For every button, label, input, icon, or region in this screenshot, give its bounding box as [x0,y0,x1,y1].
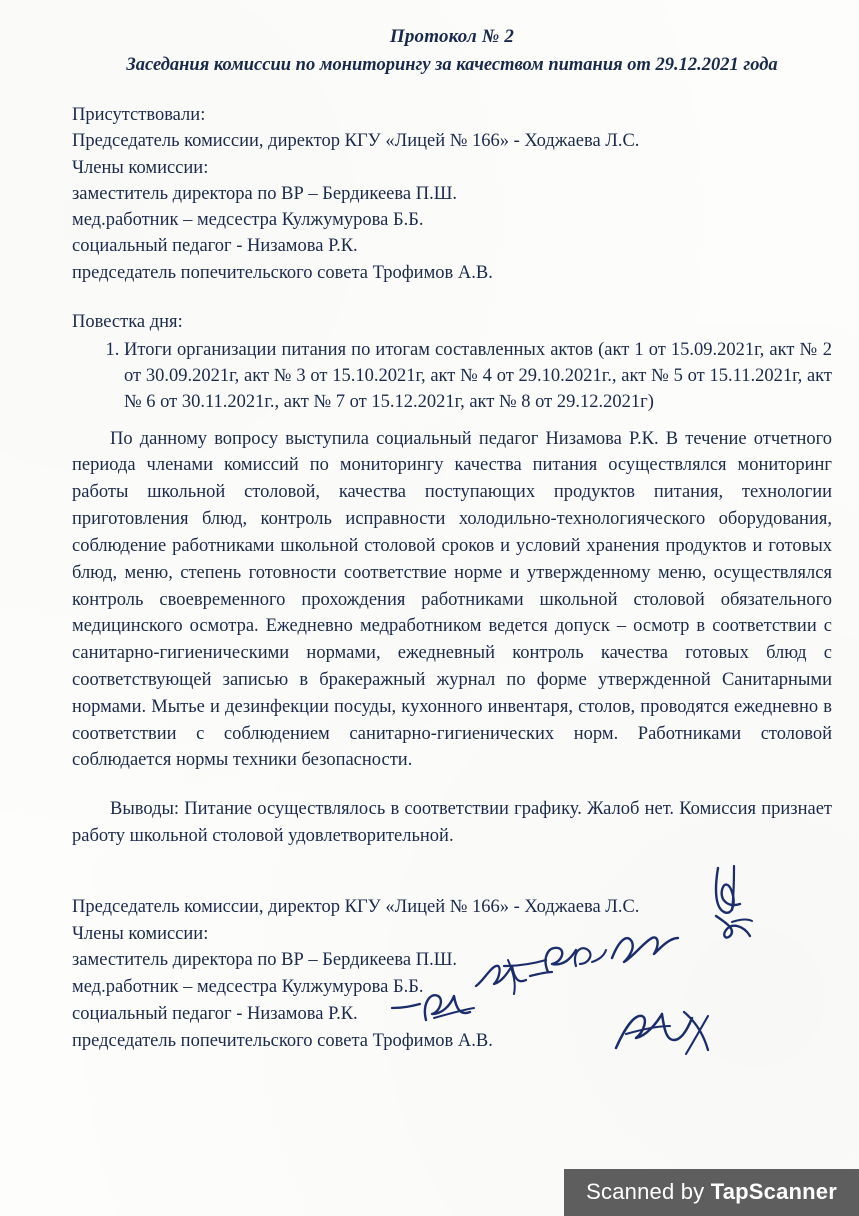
signature-members-heading: Члены комиссии: [72,923,209,944]
document-title [72,26,832,76]
member-line-3: социальный педагог - Низамова Р.К. [72,236,358,257]
signature-member-line-1: заместитель директора по ВР – Бердикеева П.Ш. [72,950,457,971]
agenda-heading: Повестка дня: [72,311,183,332]
document-body [72,26,832,1055]
attendees-heading: Присутствовали: [72,105,206,125]
attendees-block [72,102,832,286]
watermark-brand: TapScanner [710,1179,837,1204]
agenda-list [72,337,832,416]
protocol-number: Протокол № 2 [389,26,515,47]
signature-member-line-4: председатель попечительского совета Трофимов А.В. [72,1030,493,1051]
signature-member-line-3: социальный педагог - Низамова Р.К. [72,1004,358,1025]
member-line-1: заместитель директора по ВР – Бердикеева П.Ш. [72,183,457,204]
member-line-2: мед.работник – медсестра Кулжумурова Б.Б. [72,210,424,231]
agenda-item: 1. Итоги организации питания по итогам составленных актов (акт 1 от 15.09.2021г, акт № 2 от 30.09.2021г, акт № 3 от 15.10.2021г, акт № 4 от 29.10.2021г., акт № 5 от 15.11.2021г, акт № 6 от 30.11.2021г., акт № 7 от 15.12.2021г, акт № 8 от 29.12.2021г) [124,337,832,416]
body-paragraph: По данному вопросу выступила социальный педагог Низамова Р.К. В течение отчетного периода членами комиссий по мониторингу качества питания осуществлялся мониторинг работы школьной столовой, качества поступающих продуктов питания, технологии приготовления блюд, контроль исправности холодильно-технологияческого оборудования, соблюдение работниками школьной столовой сроков и условий хранения продуктов и готовых блюд, меню, степень готовности соответствие норме и утвержденному меню, осуществлялся контроль своевременного прохождения работниками школьной столовой обязательного медицинского осмотра. Ежедневно медработником ведется допуск – осмотр в соответствии с санитарно-гигиеническими нормами, ежедневный контроль качества готовых блюд с соответствующей записью в бракеражный журнал по форме утвержденной Санитарными нормами. Мытье и дезинфекции посуды, кухонного инвентаря, столов, проводятся ежедневно в соответствии с соблюдением санитарно-гигиенических норм. Работниками столовой соблюдается нормы техники безопасности. [72,428,832,771]
signature-block [72,894,832,1055]
protocol-subtitle: Заседания комиссии по мониторингу за качеством питания от 29.12.2021 года [126,55,778,75]
scanner-watermark [564,1169,859,1216]
signature-chair-line: Председатель комиссии, директор КГУ «Лицей № 166» - Ходжаева Л.С. [72,896,640,917]
signature-member-line-2: мед.работник – медсестра Кулжумурова Б.Б. [72,977,424,998]
watermark-prefix: Scanned by [586,1179,711,1204]
chair-line: Председатель комиссии, директор КГУ «Лицей № 166» - Ходжаева Л.С. [72,131,640,152]
members-heading: Члены комиссии: [72,157,209,178]
member-line-4: председатель попечительского совета Трофимов А.В. [72,262,493,283]
conclusion-paragraph: Выводы: Питание осуществлялось в соответствии графику. Жалоб нет. Комиссия признает работу школьной столовой удовлетворительной. [72,799,832,847]
